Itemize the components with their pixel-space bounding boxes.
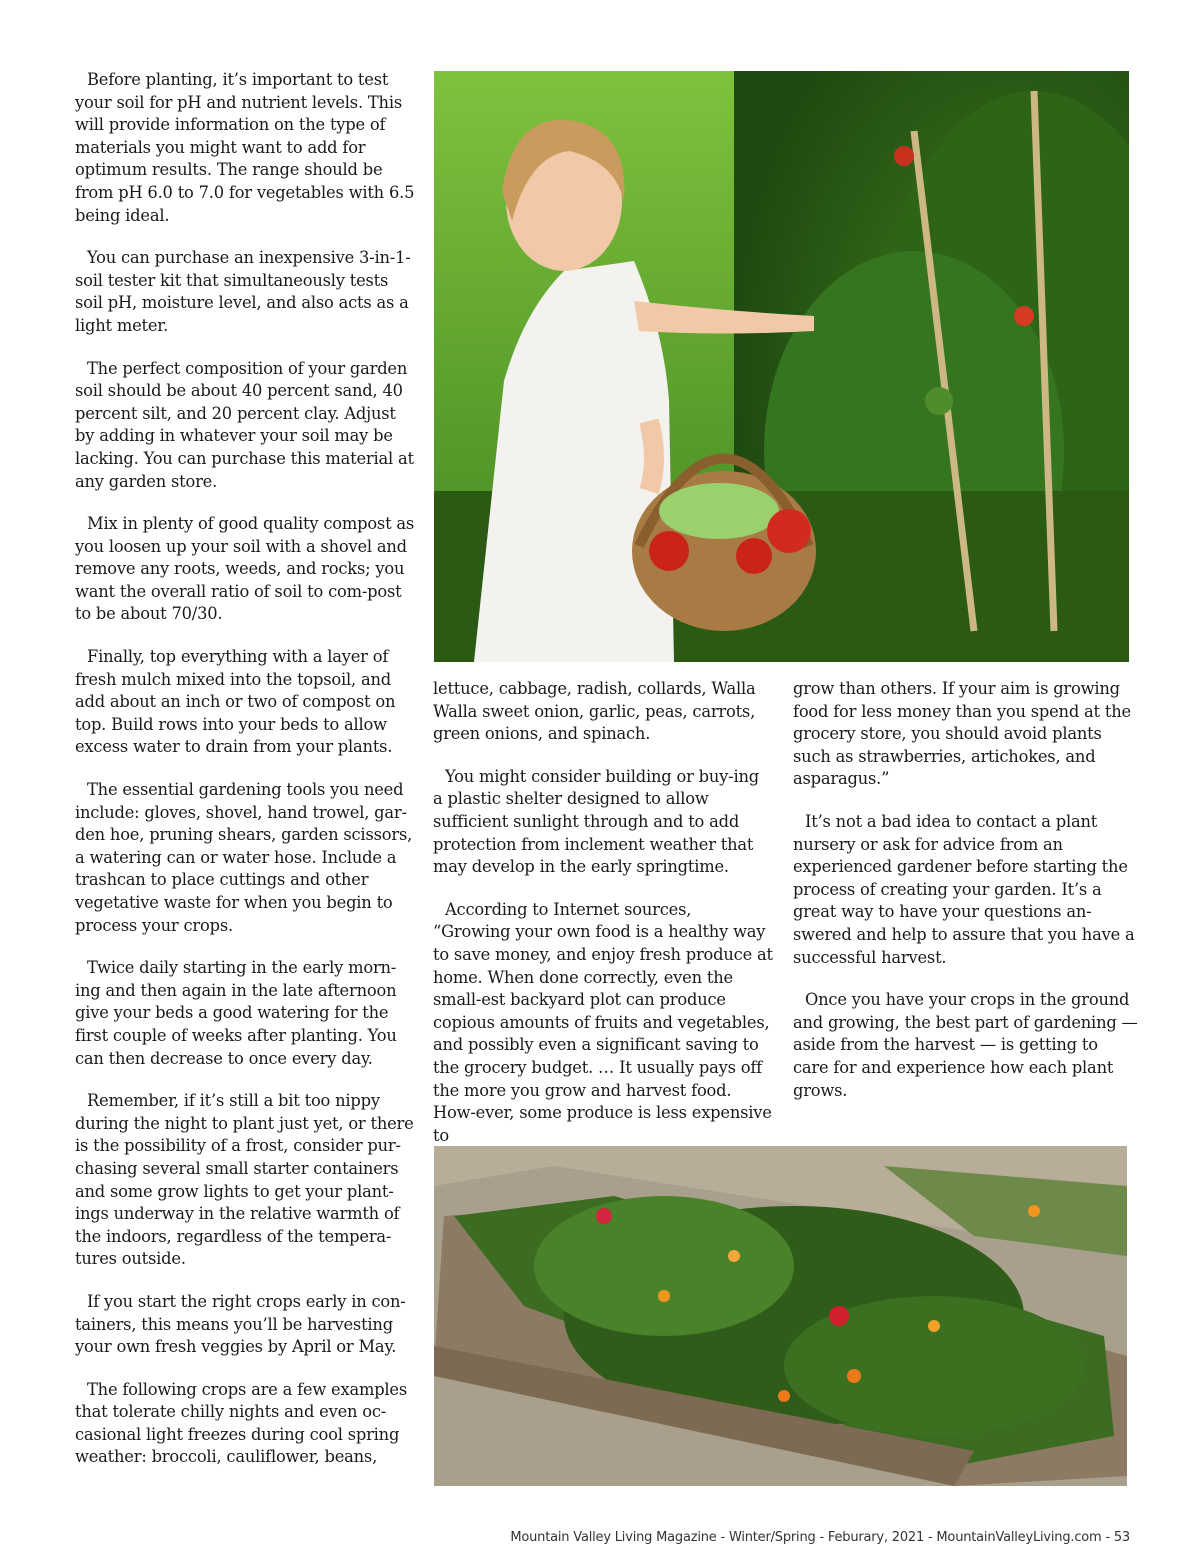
paragraph: The essential gardening tools you need include: gloves, shovel, hand trowel, gar-den hoe, pruning shears, garden scissors, a watering can or water hose. Include a trashcan to place cuttings and other vegetative waste for when you begin to process your crops.	[75, 780, 413, 935]
paragraph: grow than others. If your aim is growing food for less money than you spend at the grocery store, you should avoid plants such as strawberries, artichokes, and asparagus.”	[793, 679, 1131, 789]
paragraph: It’s not a bad idea to contact a plant nursery or ask for advice from an experienced gardener before starting the process of creating your garden. It’s a great way to have your questions an-swered and help to assure that you have a successful harvest.	[793, 811, 1135, 967]
paragraph: The perfect composition of your garden soil should be about 40 percent sand, 40 percent silt, and 20 percent clay. Adjust by adding in whatever your soil may be lacking. You can purchase this material at any garden store.	[75, 358, 414, 491]
paragraph: Remember, if it’s still a bit too nippy during the night to plant just yet, or there is the possibility of a frost, consider pur-chasing several small starter containers and some grow lights to get your plant-ings underway in the relative warmth of the indoors, regardless of the tempera-tures outside.	[75, 1091, 414, 1269]
article-column-2	[433, 678, 773, 1167]
photo-girl-with-vegetable-basket	[434, 71, 1129, 662]
article-column-3	[793, 678, 1138, 1122]
article-column-1	[75, 69, 415, 1489]
paragraph: Mix in plenty of good quality compost as you loosen up your soil with a shovel and remove any roots, weeds, and rocks; you want the overall ratio of soil to com-post to be about 70/30.	[75, 514, 415, 624]
photo-raised-garden-beds	[434, 1146, 1127, 1486]
page-footer: Mountain Valley Living Magazine - Winter/Spring - Feburary, 2021 - MountainValleyLiving.com - 53	[510, 1530, 1130, 1545]
paragraph: Finally, top everything with a layer of fresh mulch mixed into the topsoil, and add about an inch or two of compost on top. Build rows into your beds to allow excess water to drain from your plants.	[75, 647, 396, 757]
paragraph: lettuce, cabbage, radish, collards, Walla Walla sweet onion, garlic, peas, carrots, green onions, and spinach.	[433, 679, 756, 744]
paragraph: According to Internet sources, “Growing your own food is a healthy way to save money, and enjoy fresh produce at home. When done correctly, even the small-est backyard plot can produce copious amounts of fruits and vegetables, and possibly even a significant saving to the grocery budget. … It usually pays off the more you grow and harvest food. How-ever, some produce is less expensive to	[433, 899, 773, 1145]
paragraph: Before planting, it’s important to test your soil for pH and nutrient levels. This will provide information on the type of materials you might want to add for optimum results. The range should be from pH 6.0 to 7.0 for vegetables with 6.5 being ideal.	[75, 70, 415, 225]
paragraph: Twice daily starting in the early morn-ing and then again in the late afternoon give your beds a good watering for the first couple of weeks after planting. You can then decrease to once every day.	[75, 958, 397, 1068]
paragraph: You can purchase an inexpensive 3-in-1-soil tester kit that simultaneously tests soil pH, moisture level, and also acts as a light meter.	[75, 248, 411, 335]
paragraph: If you start the right crops early in con-tainers, this means you’ll be harvesting your own fresh veggies by April or May.	[75, 1291, 406, 1357]
photo-beds-illustration	[434, 1146, 1127, 1486]
paragraph: You might consider building or buy-ing a plastic shelter designed to allow sufficient sunlight through and to add protection from inclement weather that may develop in the early springtime.	[433, 766, 759, 877]
paragraph: Once you have your crops in the ground and growing, the best part of gardening — aside from the harvest — is getting to care for and experience how each plant grows.	[793, 990, 1138, 1100]
photo-girl-illustration	[434, 71, 1129, 662]
paragraph: The following crops are a few examples that tolerate chilly nights and even oc-casional light freezes during cool spring weather: broccoli, cauliflower, beans,	[75, 1379, 408, 1467]
